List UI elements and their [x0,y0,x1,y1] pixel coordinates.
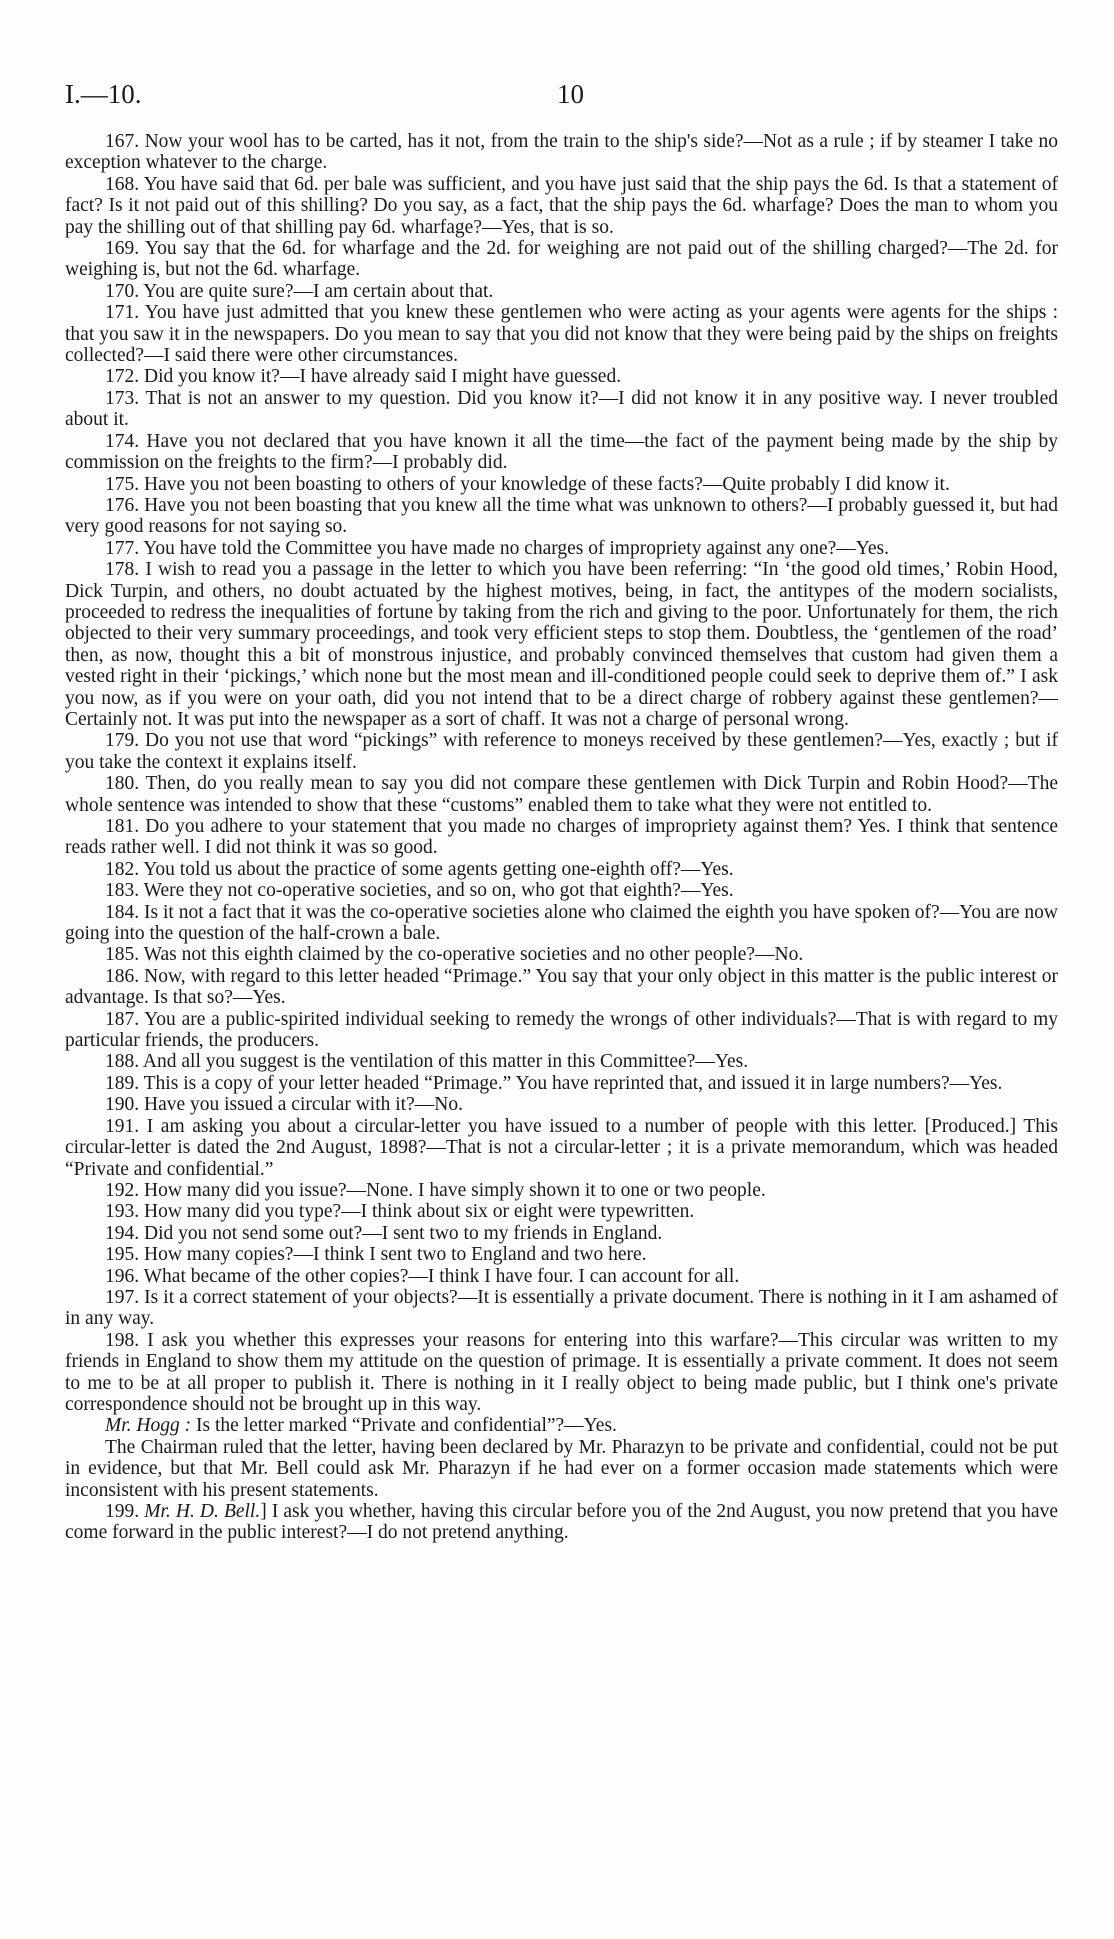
paragraph-173: 173. That is not an answer to my question. Did you know it?—I did not know it in any positive way. I never troubled about it. [65,387,1058,431]
paragraph-189: 189. This is a copy of your letter headed “Primage.” You have reprinted that, and issued it in large numbers?—Yes. [105,1072,1003,1094]
paragraph-172: 172. Did you know it?—I have already said I might have guessed. [105,366,622,388]
paragraph-185: 185. Was not this eighth claimed by the co-operative societies and no other people?—No. [105,944,804,966]
paragraph-171: 171. You have just admitted that you knew these gentlemen who were acting as your agents were agents for the ships : that you saw it in the newspapers. Do you mean to say that you did not know that they were being paid by the ships on freights collected?—I said there were other circumstances. [65,302,1058,367]
paragraph-192: 192. How many did you issue?—None. I have simply shown it to one or two people. [105,1179,766,1201]
page-number: 10 [557,79,584,109]
document-body [65,131,1058,1544]
paragraph-196: 196. What became of the other copies?—I think I have four. I can account for all. [105,1265,740,1287]
speaker-name: Mr. H. D. Bell. [144,1501,261,1522]
question-number: 199. [105,1501,145,1522]
paragraph-182: 182. You told us about the practice of some agents getting one-eighth off?—Yes. [105,858,734,880]
paragraph-170: 170. You are quite sure?—I am certain about that. [105,280,494,302]
paragraph-179: 179. Do you not use that word “pickings” with reference to moneys received by these gentlemen?—Yes, exactly ; but if you take the context it explains itself. [65,730,1058,773]
paragraph-195: 195. How many copies?—I think I sent two to England and two here. [105,1244,647,1266]
paragraph-chairman-ruling: The Chairman ruled that the letter, having been declared by Mr. Pharazyn to be private and confidential, could not be put in evidence, but that Mr. Bell could ask Mr. Pharazyn if he had ever on a former occasion made statements which were inconsistent with his present statements. [65,1436,1058,1501]
paragraph-199 [65,1501,1058,1544]
paragraph-188: 188. And all you suggest is the ventilation of this matter in this Committee?—Yes. [105,1051,749,1073]
paragraph-191: 191. I am asking you about a circular-letter you have issued to a number of people with this letter. [Produced.] This circular-letter is dated the 2nd August, 1898?—That is not a circular-letter ; it is a private memorandum, which was headed “Private and confidential.” [65,1115,1058,1180]
paragraph-178: 178. I wish to read you a passage in the letter to which you have been referring: “In ‘the good old times,’ Robin Hood, Dick Turpin, and others, no doubt actuated by the highest motives, being, in fact, the antitypes of the modern socialists, proceeded to redress the inequalities of fortune by taking from the rich and giving to the poor. Unfortunately for them, the rich objected to their very summary proceedings, and took very efficient steps to stop them. Doubtless, the ‘gentlemen of the road’ then, as now, thought this a bit of monstrous injustice, and probably convinced themselves that custom had given them a vested right in their ‘pickings,’ which none but the most mean and ill-conditioned people could seek to deprive them of.” I ask you now, as if you were on your oath, did you not intend that to be a direct charge of robbery against these gentlemen?—Certainly not. It was put into the newspaper as a sort of chaff. It was not a charge of personal wrong. [65,559,1058,730]
paragraph-183: 183. Were they not co-operative societies, and so on, who got that eighth?—Yes. [105,880,734,902]
paragraph-text: ] I ask you whether, having this circular before you of the 2nd August, you now pretend that you have come forward in the public interest?—I do not pretend anything. [65,1501,1058,1544]
paragraph-167: 167. Now your wool has to be carted, has it not, from the train to the ship's side?—Not as a rule ; if by steamer I take no exception whatever to the charge. [65,131,1058,174]
paragraph-174: 174. Have you not declared that you have known it all the time—the fact of the payment being made by the ship by commission on the freights to the firm?—I probably did. [65,430,1058,474]
paragraph-168: 168. You have said that 6d. per bale was sufficient, and you have just said that the ship pays the 6d. Is that a statement of fact? Is it not paid out of this shilling? Do you say, as a fact, that the ship pays the 6d. wharfage? Does the man to whom you pay the shilling out of that shilling pay 6d. wharfage?—Yes, that is so. [65,173,1058,238]
paragraph-176: 176. Have you not been boasting that you knew all the time what was unknown to others?—I probably guessed it, but had very good reasons for not saying so. [65,494,1058,538]
paragraph-198: 198. I ask you whether this expresses your reasons for entering into this warfare?—This circular was written to my friends in England to show them my attitude on the question of primage. It is essentially a private comment. It does not seem to me to be at all proper to publish it. There is nothing in it I really object to being made public, but I think one's private correspondence should not be brought up in this way. [65,1329,1058,1415]
paragraph-184: 184. Is it not a fact that it was the co-operative societies alone who claimed the eighth you have spoken of?—You are now going into the question of the half-crown a bale. [65,901,1058,945]
paragraph-hogg [65,1415,1058,1436]
paragraph-181: 181. Do you adhere to your statement that you made no charges of impropriety against them? Yes. I think that sentence reads rather well. I did not think it was so good. [65,816,1058,859]
paragraph-177: 177. You have told the Committee you have made no charges of impropriety against any one?—Yes. [105,537,890,559]
paragraph-186: 186. Now, with regard to this letter headed “Primage.” You say that your only object in this matter is the public interest or advantage. Is that so?—Yes. [65,965,1058,1009]
speaker-name: Mr. Hogg : [105,1415,192,1437]
paragraph-194: 194. Did you not send some out?—I sent two to my friends in England. [105,1222,663,1244]
paragraph-text: Is the letter marked “Private and confidential”?—Yes. [191,1415,617,1437]
page-header [65,78,1058,118]
paragraph-180: 180. Then, do you really mean to say you did not compare these gentlemen with Dick Turpin and Robin Hood?—The whole sentence was intended to show that these “customs” enabled them to take what they were not entitled to. [65,773,1058,816]
paragraph-175: 175. Have you not been boasting to others of your knowledge of these facts?—Quite probably I did know it. [105,473,950,495]
paragraph-197: 197. Is it a correct statement of your objects?—It is essentially a private document. There is nothing in it I am ashamed of in any way. [65,1286,1058,1330]
paragraph-169: 169. You say that the 6d. for wharfage and the 2d. for weighing are not paid out of the shilling charged?—The 2d. for weighing is, but not the 6d. wharfage. [65,238,1058,281]
paragraph-190: 190. Have you issued a circular with it?—No. [105,1094,463,1116]
paragraph-193: 193. How many did you type?—I think about six or eight were typewritten. [105,1201,695,1223]
paragraph-187: 187. You are a public-spirited individual seeking to remedy the wrongs of other individuals?—That is with regard to my particular friends, the producers. [65,1008,1058,1052]
document-reference: I.—10. [65,79,142,109]
